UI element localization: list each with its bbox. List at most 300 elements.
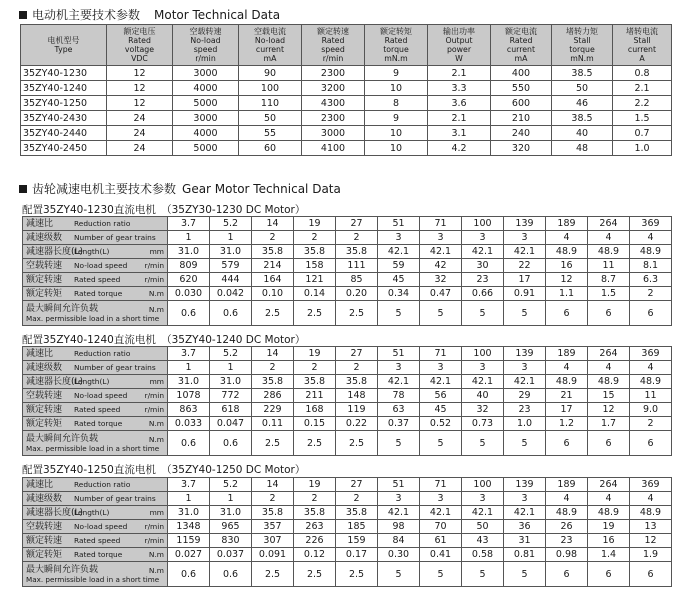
- table-row: [23, 273, 672, 287]
- value-cell: 0.98: [546, 548, 588, 562]
- value-cell: 100: [239, 81, 302, 96]
- value-cell: 12: [630, 534, 672, 548]
- row-unit: N.m: [148, 418, 164, 428]
- value-cell: 185: [336, 520, 378, 534]
- row-label: [23, 548, 168, 562]
- row-label-cn: 额定转速: [26, 404, 63, 415]
- value-cell: 70: [420, 520, 462, 534]
- table-row: [21, 126, 672, 141]
- row-label-en: Number of gear trains: [74, 493, 156, 503]
- value-cell: 2.5: [294, 431, 336, 456]
- value-cell: 43: [462, 534, 504, 548]
- value-cell: 6: [630, 431, 672, 456]
- row-label-cn: 额定转矩: [26, 288, 63, 299]
- model-cell: 35ZY40-1230: [21, 66, 107, 81]
- value-cell: 8.7: [588, 273, 630, 287]
- value-cell: 0.6: [210, 431, 252, 456]
- table-row: [23, 231, 672, 245]
- value-cell: 3: [378, 231, 420, 245]
- header-line: VDC: [131, 54, 148, 63]
- motor-header-cell: [613, 25, 672, 66]
- header-line: mN.m: [570, 54, 594, 63]
- value-cell: 0.73: [462, 417, 504, 431]
- header-line: mN.m: [384, 54, 408, 63]
- row-label-en: Reduction ratio: [74, 218, 131, 228]
- value-cell: 0.47: [420, 287, 462, 301]
- value-cell: 6: [630, 562, 672, 587]
- header-line: voltage: [124, 45, 155, 54]
- table-row: [23, 478, 672, 492]
- value-cell: 229: [252, 403, 294, 417]
- value-cell: 2: [252, 492, 294, 506]
- motor-header-cell: [428, 25, 491, 66]
- value-cell: 0.66: [462, 287, 504, 301]
- header-line: 堵转电流: [626, 27, 658, 36]
- row-label: [23, 389, 168, 403]
- value-cell: 0.10: [252, 287, 294, 301]
- header-line: Rated: [384, 36, 408, 45]
- value-cell: 0.30: [378, 548, 420, 562]
- value-cell: 29: [504, 389, 546, 403]
- value-cell: 38.5: [552, 111, 613, 126]
- row-unit: N.m: [148, 288, 164, 298]
- value-cell: 2.5: [294, 562, 336, 587]
- value-cell: 263: [294, 520, 336, 534]
- value-cell: 48.9: [546, 506, 588, 520]
- gear-title-en: Gear Motor Technical Data: [182, 181, 341, 196]
- value-cell: 12: [107, 96, 173, 111]
- model-cell: 35ZY40-2440: [21, 126, 107, 141]
- row-label-cn: 额定转矩: [26, 418, 63, 429]
- value-cell: 10: [365, 126, 428, 141]
- row-label: [23, 562, 168, 587]
- row-label-cn: 减速器长度(L): [26, 507, 84, 518]
- table-row: [21, 111, 672, 126]
- value-cell: 2.5: [252, 562, 294, 587]
- table-row: [23, 301, 672, 326]
- value-cell: 0.34: [378, 287, 420, 301]
- value-cell: 46: [552, 96, 613, 111]
- row-label: [23, 375, 168, 389]
- row-label-en: Number of gear trains: [74, 232, 156, 242]
- value-cell: 2.1: [428, 66, 491, 81]
- row-label-cn: 额定转速: [26, 535, 63, 546]
- row-label: [23, 217, 168, 231]
- value-cell: 3.7: [168, 217, 210, 231]
- value-cell: 48.9: [546, 245, 588, 259]
- value-cell: 45: [420, 403, 462, 417]
- value-cell: 1: [168, 361, 210, 375]
- value-cell: 100: [462, 217, 504, 231]
- row-unit: N.m: [148, 435, 164, 444]
- value-cell: 240: [491, 126, 552, 141]
- value-cell: 0.7: [613, 126, 672, 141]
- header-line: No-load: [254, 36, 286, 45]
- table-row: [23, 217, 672, 231]
- value-cell: 139: [504, 478, 546, 492]
- value-cell: 600: [491, 96, 552, 111]
- header-line: 额定电流: [505, 27, 537, 36]
- table-row: [23, 506, 672, 520]
- row-label-en: Number of gear trains: [74, 362, 156, 372]
- header-line: current: [627, 45, 657, 54]
- row-label-en: Rated speed: [74, 274, 121, 284]
- row-label-cn: 减速比: [26, 218, 54, 229]
- row-label-cn: 额定转矩: [26, 549, 63, 560]
- table-row: [23, 347, 672, 361]
- table-row: [23, 417, 672, 431]
- value-cell: 71: [420, 217, 462, 231]
- model-cell: 35ZY40-2450: [21, 141, 107, 156]
- value-cell: 4300: [302, 96, 365, 111]
- value-cell: 2: [336, 492, 378, 506]
- value-cell: 0.6: [168, 562, 210, 587]
- row-unit: r/min: [144, 274, 164, 284]
- header-line: Stall: [633, 36, 651, 45]
- value-cell: 42.1: [420, 245, 462, 259]
- value-cell: 3: [462, 231, 504, 245]
- value-cell: 214: [252, 259, 294, 273]
- value-cell: 23: [504, 403, 546, 417]
- header-line: 空载电流: [254, 27, 286, 36]
- value-cell: 3200: [302, 81, 365, 96]
- table-row: [21, 66, 672, 81]
- value-cell: 2: [336, 361, 378, 375]
- row-label-cn: 最大瞬间允许负载: [26, 564, 99, 575]
- header-line: Rated: [321, 36, 345, 45]
- value-cell: 1.7: [588, 417, 630, 431]
- row-label-en: No-load speed: [74, 521, 128, 531]
- value-cell: 42.1: [420, 506, 462, 520]
- value-cell: 59: [378, 259, 420, 273]
- value-cell: 4: [546, 492, 588, 506]
- value-cell: 42.1: [378, 375, 420, 389]
- value-cell: 0.6: [210, 562, 252, 587]
- value-cell: 42.1: [462, 506, 504, 520]
- value-cell: 0.20: [336, 287, 378, 301]
- value-cell: 159: [336, 534, 378, 548]
- value-cell: 35.8: [252, 375, 294, 389]
- value-cell: 35.8: [336, 245, 378, 259]
- row-label-en: Rated speed: [74, 404, 121, 414]
- value-cell: 8: [365, 96, 428, 111]
- gear-table-1-title: 配置35ZY40-1230直流电机 （35ZY30-1230 DC Motor）: [22, 204, 306, 216]
- value-cell: 5: [504, 562, 546, 587]
- value-cell: 1.1: [546, 287, 588, 301]
- table-row: [21, 96, 672, 111]
- value-cell: 42.1: [462, 245, 504, 259]
- value-cell: 4.2: [428, 141, 491, 156]
- value-cell: 3: [378, 361, 420, 375]
- value-cell: 809: [168, 259, 210, 273]
- value-cell: 3: [504, 231, 546, 245]
- row-label: [23, 287, 168, 301]
- row-label: [23, 245, 168, 259]
- value-cell: 369: [630, 478, 672, 492]
- motor-header-cell: [107, 25, 173, 66]
- value-cell: 31.0: [168, 506, 210, 520]
- row-label-cn: 空载转速: [26, 260, 63, 271]
- value-cell: 2: [630, 417, 672, 431]
- table-row: [21, 81, 672, 96]
- value-cell: 0.12: [294, 548, 336, 562]
- header-line: speed: [193, 45, 218, 54]
- row-label-en: Reduction ratio: [74, 479, 131, 489]
- value-cell: 48.9: [588, 375, 630, 389]
- value-cell: 55: [239, 126, 302, 141]
- value-cell: 4000: [173, 126, 239, 141]
- header-line: 空载转速: [189, 27, 222, 36]
- value-cell: 27: [336, 347, 378, 361]
- motor-header-cell: [21, 25, 107, 66]
- value-cell: 1.2: [546, 417, 588, 431]
- value-cell: 6: [546, 562, 588, 587]
- value-cell: 2: [294, 361, 336, 375]
- header-line: No-load: [190, 36, 221, 45]
- value-cell: 10: [365, 81, 428, 96]
- table-row: [23, 548, 672, 562]
- gear-table-2: [22, 346, 672, 456]
- value-cell: 0.047: [210, 417, 252, 431]
- value-cell: 4: [630, 492, 672, 506]
- value-cell: 31.0: [210, 245, 252, 259]
- row-label: [23, 361, 168, 375]
- header-line: Output: [445, 36, 473, 45]
- value-cell: 100: [462, 347, 504, 361]
- value-cell: 3: [420, 492, 462, 506]
- header-line: mA: [514, 54, 528, 63]
- value-cell: 2.5: [336, 431, 378, 456]
- value-cell: 61: [420, 534, 462, 548]
- value-cell: 148: [336, 389, 378, 403]
- gear-table-1: [22, 216, 672, 326]
- value-cell: 19: [294, 217, 336, 231]
- value-cell: 17: [546, 403, 588, 417]
- row-label: [23, 478, 168, 492]
- value-cell: 4: [630, 231, 672, 245]
- row-label-en: Rated torque: [74, 288, 123, 298]
- square-bullet-icon: [19, 11, 27, 19]
- value-cell: 30: [462, 259, 504, 273]
- value-cell: 189: [546, 478, 588, 492]
- value-cell: 189: [546, 217, 588, 231]
- value-cell: 579: [210, 259, 252, 273]
- model-cell: 35ZY40-1240: [21, 81, 107, 96]
- value-cell: 1.0: [504, 417, 546, 431]
- value-cell: 0.14: [294, 287, 336, 301]
- value-cell: 369: [630, 347, 672, 361]
- motor-header-cell: [239, 25, 302, 66]
- value-cell: 6: [588, 301, 630, 326]
- value-cell: 1.5: [588, 287, 630, 301]
- value-cell: 4: [546, 231, 588, 245]
- row-unit: N.m: [148, 549, 164, 559]
- value-cell: 50: [462, 520, 504, 534]
- value-cell: 210: [491, 111, 552, 126]
- value-cell: 5: [462, 562, 504, 587]
- value-cell: 48.9: [630, 375, 672, 389]
- value-cell: 5: [420, 562, 462, 587]
- model-cell: 35ZY40-1250: [21, 96, 107, 111]
- value-cell: 5: [378, 562, 420, 587]
- header-line: 额定转矩: [380, 27, 412, 36]
- row-unit: mm: [149, 507, 164, 517]
- value-cell: 26: [546, 520, 588, 534]
- value-cell: 2.1: [428, 111, 491, 126]
- value-cell: 0.22: [336, 417, 378, 431]
- value-cell: 19: [588, 520, 630, 534]
- table-row: [23, 403, 672, 417]
- value-cell: 1.5: [613, 111, 672, 126]
- value-cell: 50: [552, 81, 613, 96]
- value-cell: 19: [294, 478, 336, 492]
- table-row: [23, 492, 672, 506]
- value-cell: 5: [420, 301, 462, 326]
- value-cell: 0.15: [294, 417, 336, 431]
- value-cell: 16: [588, 534, 630, 548]
- header-line: power: [446, 45, 472, 54]
- row-label-en: Rated torque: [74, 418, 123, 428]
- value-cell: 5: [420, 431, 462, 456]
- row-label: [23, 301, 168, 326]
- row-label: [23, 506, 168, 520]
- value-cell: 48.9: [588, 506, 630, 520]
- value-cell: 98: [378, 520, 420, 534]
- row-label-cn: 减速级数: [26, 232, 63, 243]
- value-cell: 24: [107, 141, 173, 156]
- value-cell: 6: [588, 562, 630, 587]
- value-cell: 1348: [168, 520, 210, 534]
- value-cell: 35.8: [294, 375, 336, 389]
- value-cell: 6: [630, 301, 672, 326]
- value-cell: 5000: [173, 141, 239, 156]
- row-label-en: Length(L): [74, 246, 110, 256]
- value-cell: 21: [546, 389, 588, 403]
- value-cell: 36: [504, 520, 546, 534]
- value-cell: 0.030: [168, 287, 210, 301]
- value-cell: 189: [546, 347, 588, 361]
- value-cell: 0.41: [420, 548, 462, 562]
- value-cell: 40: [462, 389, 504, 403]
- value-cell: 14: [252, 478, 294, 492]
- value-cell: 1078: [168, 389, 210, 403]
- value-cell: 2300: [302, 111, 365, 126]
- motor-header-cell: [173, 25, 239, 66]
- value-cell: 31.0: [168, 375, 210, 389]
- value-cell: 121: [294, 273, 336, 287]
- row-unit: r/min: [144, 260, 164, 270]
- value-cell: 3.1: [428, 126, 491, 141]
- value-cell: 3.7: [168, 347, 210, 361]
- value-cell: 226: [294, 534, 336, 548]
- row-label-cn: 空载转速: [26, 521, 63, 532]
- row-unit: mm: [149, 246, 164, 256]
- value-cell: 16: [546, 259, 588, 273]
- header-line: r/min: [322, 54, 344, 63]
- value-cell: 863: [168, 403, 210, 417]
- value-cell: 0.091: [252, 548, 294, 562]
- value-cell: 14: [252, 347, 294, 361]
- row-label-cn: 减速级数: [26, 362, 63, 373]
- row-label-en: Max. permissible load in a short time: [26, 313, 160, 323]
- value-cell: 111: [336, 259, 378, 273]
- value-cell: 35.8: [294, 245, 336, 259]
- table-row: [23, 259, 672, 273]
- value-cell: 3000: [173, 66, 239, 81]
- header-line: torque: [383, 45, 409, 54]
- value-cell: 3.6: [428, 96, 491, 111]
- value-cell: 31.0: [168, 245, 210, 259]
- value-cell: 9: [365, 66, 428, 81]
- value-cell: 42: [420, 259, 462, 273]
- square-bullet-icon: [19, 185, 27, 193]
- value-cell: 1.0: [613, 141, 672, 156]
- value-cell: 3: [504, 492, 546, 506]
- value-cell: 0.81: [504, 548, 546, 562]
- value-cell: 620: [168, 273, 210, 287]
- value-cell: 0.58: [462, 548, 504, 562]
- value-cell: 830: [210, 534, 252, 548]
- value-cell: 24: [107, 111, 173, 126]
- value-cell: 31: [504, 534, 546, 548]
- value-cell: 3000: [302, 126, 365, 141]
- value-cell: 0.027: [168, 548, 210, 562]
- row-label-cn: 空载转速: [26, 390, 63, 401]
- value-cell: 35.8: [336, 506, 378, 520]
- row-label-en: Length(L): [74, 376, 110, 386]
- value-cell: 90: [239, 66, 302, 81]
- header-line: current: [255, 45, 285, 54]
- value-cell: 27: [336, 217, 378, 231]
- value-cell: 357: [252, 520, 294, 534]
- value-cell: 5: [504, 431, 546, 456]
- value-cell: 23: [462, 273, 504, 287]
- value-cell: 119: [336, 403, 378, 417]
- row-label: [23, 431, 168, 456]
- value-cell: 0.037: [210, 548, 252, 562]
- value-cell: 71: [420, 478, 462, 492]
- value-cell: 9.0: [630, 403, 672, 417]
- value-cell: 23: [546, 534, 588, 548]
- row-label-en: Max. permissible load in a short time: [26, 574, 160, 584]
- value-cell: 85: [336, 273, 378, 287]
- value-cell: 6.3: [630, 273, 672, 287]
- value-cell: 84: [378, 534, 420, 548]
- value-cell: 168: [294, 403, 336, 417]
- header-line: 电机型号: [47, 36, 80, 45]
- value-cell: 0.91: [504, 287, 546, 301]
- value-cell: 211: [294, 389, 336, 403]
- value-cell: 3.3: [428, 81, 491, 96]
- value-cell: 60: [239, 141, 302, 156]
- value-cell: 0.6: [168, 431, 210, 456]
- value-cell: 1: [210, 361, 252, 375]
- row-label: [23, 259, 168, 273]
- value-cell: 2.1: [613, 81, 672, 96]
- row-label-cn: 额定转速: [26, 274, 63, 285]
- header-line: current: [506, 45, 536, 54]
- value-cell: 139: [504, 347, 546, 361]
- value-cell: 320: [491, 141, 552, 156]
- value-cell: 56: [420, 389, 462, 403]
- value-cell: 35.8: [252, 506, 294, 520]
- value-cell: 286: [252, 389, 294, 403]
- value-cell: 12: [546, 273, 588, 287]
- value-cell: 48.9: [630, 245, 672, 259]
- value-cell: 48.9: [630, 506, 672, 520]
- value-cell: 2.2: [613, 96, 672, 111]
- value-cell: 139: [504, 217, 546, 231]
